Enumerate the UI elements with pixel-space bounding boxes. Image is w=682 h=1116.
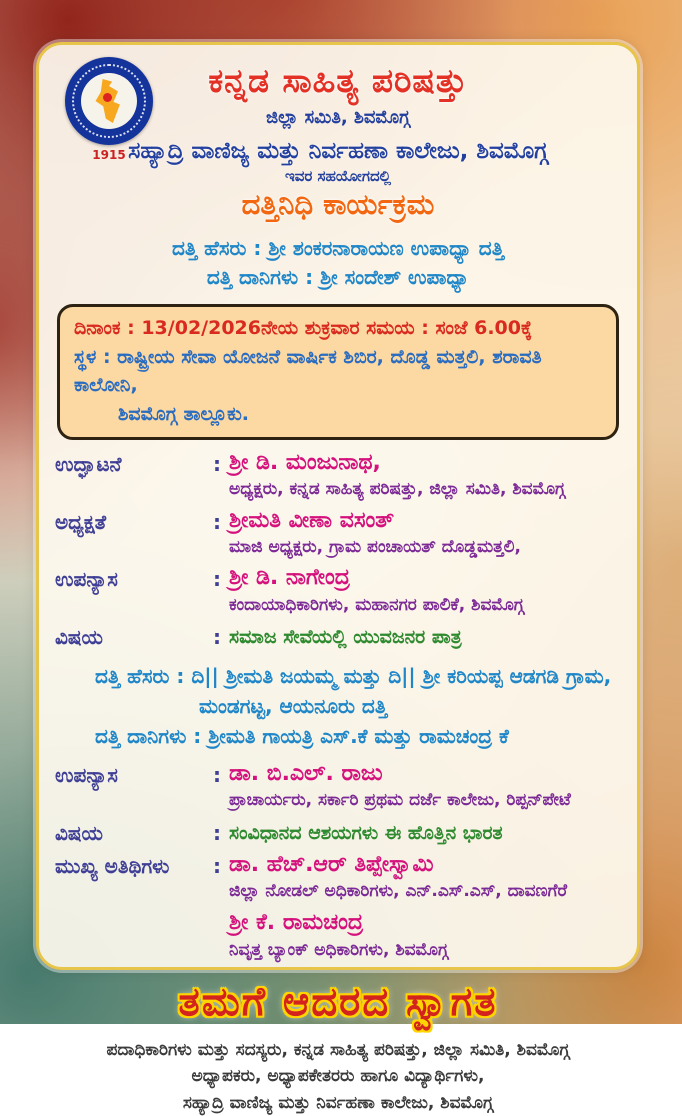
endowment2-donor-line: ದತ್ತಿ ದಾನಿಗಳು : ಶ್ರೀಮತಿ ಗಾಯತ್ರಿ ಎಸ್.ಕೆ ಮತ್ತು ರಾಮಚಂದ್ರ ಕೆ [95, 723, 509, 748]
program-row [53, 450, 623, 501]
endowment-block-1 [53, 234, 623, 292]
program-row [53, 623, 623, 649]
endowment-block-2 [53, 661, 623, 751]
venue-line: ಸ್ಥಳ : ರಾಷ್ಟ್ರೀಯ ಸೇವಾ ಯೋಜನೆ ವಾರ್ಷಿಕ ಶಿಬಿರ, ದೊಡ್ಡ ಮತ್ತಲಿ, ಶರಾವತಿ ಕಾಲೋನಿ, [74, 345, 542, 396]
guest-name: ಡಾ. ಬಿ.ಎಲ್. ರಾಜು [229, 760, 383, 786]
row-colon: : [213, 762, 221, 787]
guest-name: ಶ್ರೀ ಡಿ. ನಾಗೇಂದ್ರ [229, 565, 350, 591]
row-colon: : [213, 853, 221, 878]
college-name: ಸಹ್ಯಾದ್ರಿ ವಾಣಿಜ್ಯ ಮತ್ತು ನಿರ್ವಹಣಾ ಕಾಲೇಜು, ಶಿವಮೊಗ್ಗ [128, 138, 548, 164]
row-label: ವಿಷಯ [55, 624, 103, 649]
program-row [53, 852, 623, 961]
endowment1-donor-line: ದತ್ತಿ ದಾನಿಗಳು : ಶ್ರೀ ಸಂದೇಶ್ ಉಪಾಧ್ಯಾ [206, 265, 470, 289]
row-colon: : [213, 567, 221, 592]
date-time-line: ದಿನಾಂಕ : 13/02/2026ನೇಯ ಶುಕ್ರವಾರ ಸಮಯ : ಸಂಜೆ 6.00ಕ್ಕೆ [74, 317, 533, 339]
row-colon: : [213, 624, 221, 649]
row-label: ವಿಷಯ [55, 820, 103, 845]
guest-designation: ಮಾಜಿ ಅಧ್ಯಕ್ಷರು, ಗ್ರಾಮ ಪಂಚಾಯತ್ ದೊಡ್ಡಮತ್ತಲಿ, [229, 537, 521, 558]
founding-year: 1915 [92, 148, 126, 162]
emblem-inner-circle [81, 73, 137, 129]
lecture-topic: ಸಂವಿಧಾನದ ಆಶಯಗಳು ಈ ಹೊತ್ತಿನ ಭಾರತ [229, 821, 503, 844]
lecture-topic: ಸಮಾಜ ಸೇವೆಯಲ್ಲಿ ಯುವಜನರ ಪಾತ್ರ [229, 625, 462, 648]
row-label: ಉಪನ್ಯಾಸ [55, 567, 118, 592]
parishat-emblem-icon [65, 57, 153, 145]
guest-designation: ಜಿಲ್ಲಾ ನೋಡಲ್ ಅಧಿಕಾರಿಗಳು, ಎನ್.ಎಸ್.ಎಸ್, ದಾವಣಗೆರೆ [229, 880, 568, 901]
credit-line: ಅಧ್ಯಾಪಕರು, ಅಧ್ಯಾಪಕೇತರರು ಹಾಗೂ ವಿದ್ಯಾರ್ಥಿಗಳು, [191, 1066, 485, 1087]
row-label: ಉದ್ಘಾಟನೆ [55, 452, 122, 476]
guest-name: ಶ್ರೀ ಡಿ. ಮಂಜುನಾಥ, [229, 450, 381, 475]
welcome-message: ತಮಗೆ ಆದರದ ಸ್ವಾಗತ [178, 978, 498, 1025]
guest-designation: ನಿವೃತ್ತ ಬ್ಯಾಂಕ್ ಅಧಿಕಾರಿಗಳು, ಶಿವಮೊಗ್ಗ [229, 939, 449, 960]
organization-logo [61, 57, 157, 162]
guest-designation: ಪ್ರಾಚಾರ್ಯರು, ಸರ್ಕಾರಿ ಪ್ರಥಮ ದರ್ಜೆ ಕಾಲೇಜು, ರಿಪ್ಪನ್‌ಪೇಟೆ [229, 790, 571, 811]
organization-title: ಕನ್ನಡ ಸಾಹಿತ್ಯ ಪರಿಷತ್ತು [208, 61, 468, 100]
credit-line: ಸಹ್ಯಾದ್ರಿ ವಾಣಿಜ್ಯ ಮತ್ತು ನಿರ್ವಹಣಾ ಕಾಲೇಜು, ಶಿವಮೊಗ್ಗ [182, 1092, 494, 1113]
guest-designation: ಅಧ್ಯಕ್ಷರು, ಕನ್ನಡ ಸಾಹಿತ್ಯ ಪರಿಷತ್ತು, ಜಿಲ್ಲಾ ಸಮಿತಿ, ಶಿವಮೊಗ್ಗ [229, 479, 566, 500]
guest-name: ಶ್ರೀ ಕೆ. ರಾಮಚಂದ್ರ [229, 910, 364, 936]
event-title: ದತ್ತಿನಿಧಿ ಕಾರ್ಯಕ್ರಮ [241, 187, 435, 221]
program-row [53, 819, 623, 845]
credit-line: ಪದಾಧಿಕಾರಿಗಳು ಮತ್ತು ಸದಸ್ಯರು, ಕನ್ನಡ ಸಾಹಿತ್ಯ ಪರಿಷತ್ತು, ಜಿಲ್ಲಾ ಸಮಿತಿ, ಶಿವಮೊಗ್ಗ [106, 1039, 570, 1060]
row-label: ಉಪನ್ಯಾಸ [55, 762, 118, 787]
collaboration-note: ಇವರ ಸಹಯೋಗದಲ್ಲಿ [285, 167, 391, 185]
program-section-1 [53, 450, 623, 649]
endowment1-name-line: ದತ್ತಿ ಹೆಸರು : ಶ್ರೀ ಶಂಕರನಾರಾಯಣ ಉಪಾಧ್ಯಾ ದತ್ತಿ [172, 236, 504, 260]
organization-subtitle: ಜಿಲ್ಲಾ ಸಮಿತಿ, ಶಿವಮೊಗ್ಗ [266, 107, 410, 128]
row-colon: : [213, 452, 221, 476]
invitation-panel [36, 42, 640, 1113]
program-section-2 [53, 761, 623, 961]
schedule-box [57, 304, 619, 440]
program-row [53, 508, 623, 559]
venue-line-continued: ಶಿವಮೊಗ್ಗ ತಾಲ್ಲೂಕು. [118, 402, 249, 425]
program-row [53, 565, 623, 616]
row-colon: : [213, 509, 221, 534]
endowment2-name-line: ದತ್ತಿ ಹೆಸರು : ದಿ|| ಶ್ರೀಮತಿ ಜಯಮ್ಮ ಮತ್ತು ದಿ|| ಶ್ರೀ ಕರಿಯಪ್ಪ ಆಡಗಡಿ ಗ್ರಾಮ, [95, 663, 612, 688]
program-row [53, 761, 623, 812]
guest-name: ಶ್ರೀಮತಿ ವೀಣಾ ವಸಂತ್ [229, 507, 395, 533]
karnataka-map-icon [93, 79, 125, 123]
endowment2-name-continued: ಮಂಡಗಟ್ಟ, ಆಯನೂರು ದತ್ತಿ [199, 693, 388, 718]
row-label: ಮುಖ್ಯ ಅತಿಥಿಗಳು [55, 853, 170, 878]
credits [53, 1037, 623, 1116]
row-label: ಅಧ್ಯಕ್ಷತೆ [55, 509, 107, 534]
row-colon: : [213, 820, 221, 845]
guest-name: ಡಾ. ಹೆಚ್.ಆರ್ ತಿಪ್ಪೇಸ್ವಾಮಿ [229, 851, 434, 877]
guest-designation: ಕಂದಾಯಾಧಿಕಾರಿಗಳು, ಮಹಾನಗರ ಪಾಲಿಕೆ, ಶಿವಮೊಗ್ಗ [229, 594, 524, 615]
